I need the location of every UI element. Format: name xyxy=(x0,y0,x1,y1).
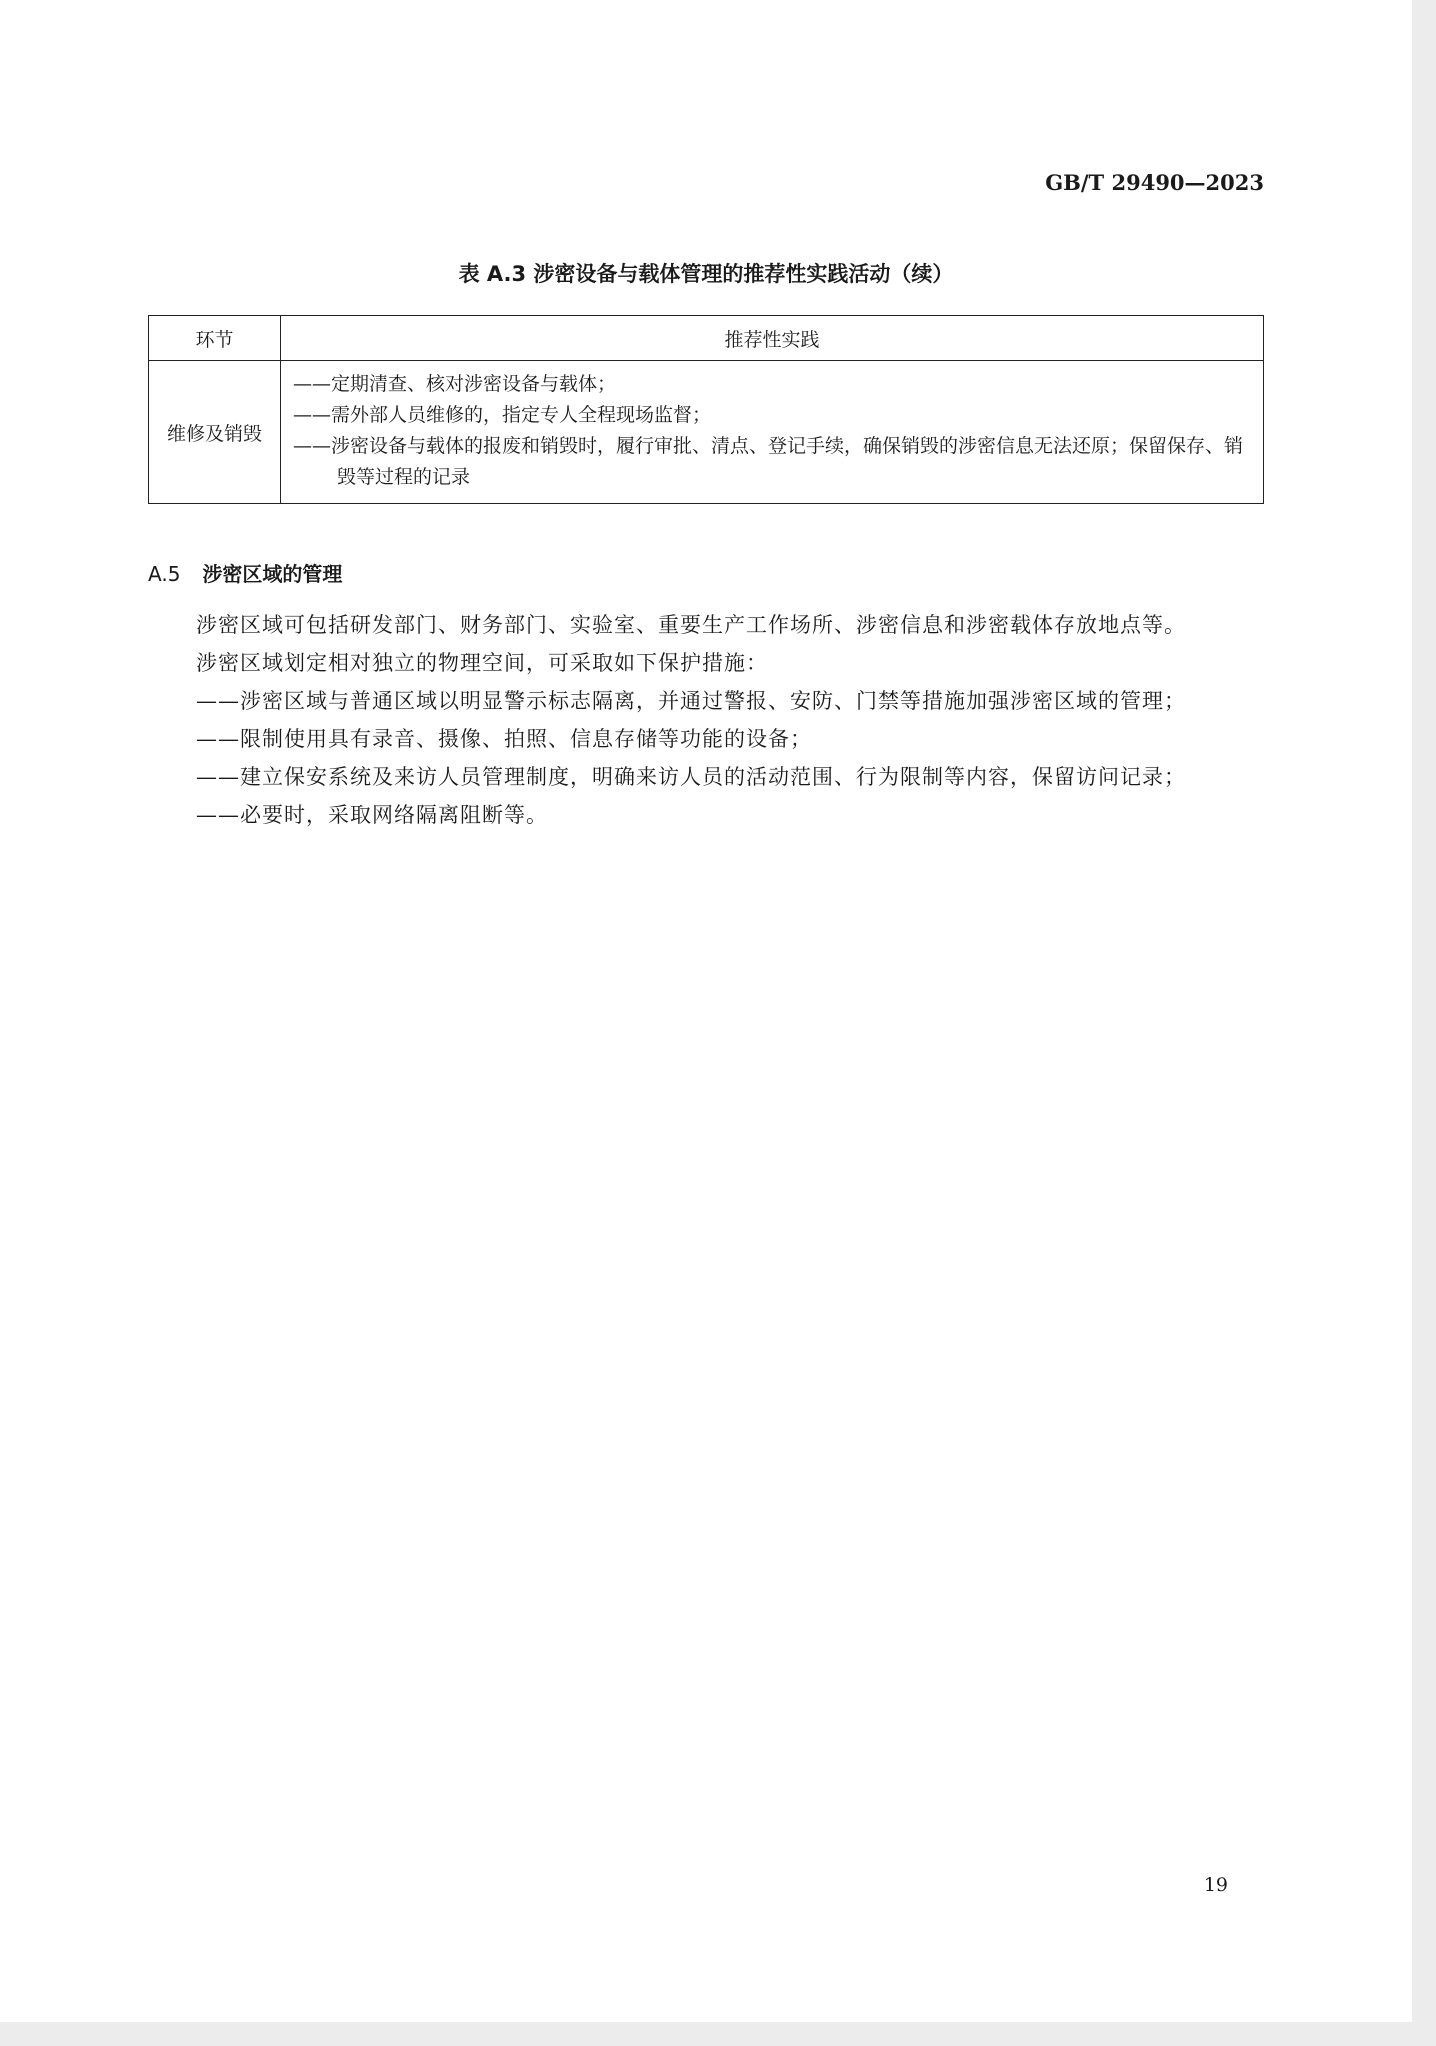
stage-cell: 维修及销毁 xyxy=(149,361,281,504)
section-body xyxy=(148,606,1264,834)
measure-item: ——建立保安系统及来访人员管理制度，明确来访人员的活动范围、行为限制等内容，保留访问记录； xyxy=(196,765,1186,789)
section-number: A.5 xyxy=(148,562,181,586)
measure-item: ——限制使用具有录音、摄像、拍照、信息存储等功能的设备； xyxy=(196,727,812,751)
section-heading xyxy=(148,558,342,587)
page-number: 19 xyxy=(1203,1874,1228,1896)
paragraph: 涉密区域可包括研发部门、财务部门、实验室、重要生产工作场所、涉密信息和涉密载体存放地点等。 xyxy=(196,613,1186,637)
table-title: 表 A.3 涉密设备与载体管理的推荐性实践活动（续） xyxy=(458,262,954,286)
column-header-practice: 推荐性实践 xyxy=(281,316,1264,361)
standard-number: GB/T 29490—2023 xyxy=(1045,170,1264,195)
practice-cell xyxy=(281,361,1264,504)
measure-item: ——涉密区域与普通区域以明显警示标志隔离，并通过警报、安防、门禁等措施加强涉密区域的管理； xyxy=(196,689,1186,713)
column-header-stage: 环节 xyxy=(149,316,281,361)
measure-item: ——必要时，采取网络隔离阻断等。 xyxy=(196,803,548,827)
table-header-row xyxy=(149,316,1264,361)
practice-item: ——需外部人员维修的，指定专人全程现场监督； xyxy=(293,404,712,426)
section-title: 涉密区域的管理 xyxy=(202,562,343,586)
table-row xyxy=(149,361,1264,504)
practice-table xyxy=(148,315,1264,504)
practice-item: ——涉密设备与载体的报废和销毁时，履行审批、清点、登记手续，确保销毁的涉密信息无法还原；保留保存、销毁等过程的记录 xyxy=(293,435,1244,488)
practice-item: ——定期清查、核对涉密设备与载体； xyxy=(293,373,617,395)
paragraph: 涉密区域划定相对独立的物理空间，可采取如下保护措施： xyxy=(196,651,768,675)
